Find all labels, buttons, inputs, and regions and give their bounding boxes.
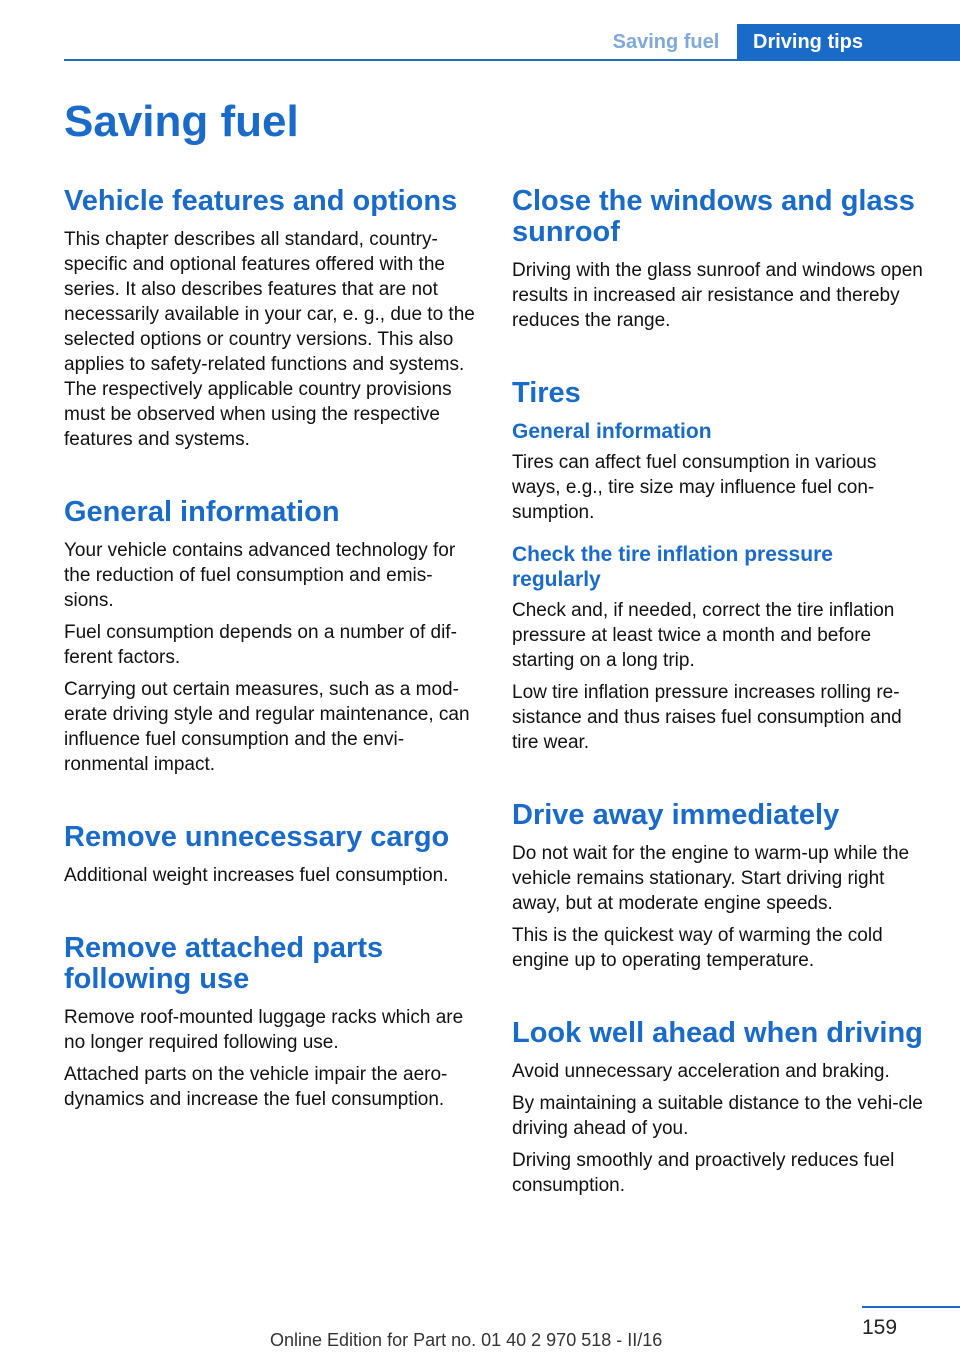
paragraph: This is the quickest way of warming the cold engine up to operating temperature.: [512, 925, 883, 971]
section-heading: Close the windows and glass sunroof: [512, 185, 915, 248]
paragraph: Avoid unnecessary acceleration and braking.: [512, 1061, 890, 1082]
section-heading: Drive away immediately: [512, 799, 840, 831]
paragraph: Attached parts on the vehicle impair the aero‐dynamics and increase the fuel consumption.: [64, 1064, 448, 1110]
section-heading: Tires: [512, 377, 581, 409]
section-close-windows: [512, 186, 926, 333]
section-heading: Look well ahead when driving: [512, 1017, 923, 1049]
paragraph: Driving smoothly and proactively reduces fuel consumption.: [512, 1150, 895, 1196]
section-remove-attached-parts: [64, 933, 478, 1112]
page-number: 159: [862, 1316, 898, 1339]
section-heading: Vehicle features and options: [64, 185, 458, 217]
paragraph: Fuel consumption depends on a number of dif‐ferent factors.: [64, 622, 457, 668]
paragraph: Do not wait for the engine to warm-up while the vehicle remains stationary. Start driving right away, but at moderate engine speeds.: [512, 843, 910, 914]
paragraph: This chapter describes all standard, country-specific and optional features offered with the series. It also describes features that are not necessarily available in your car, e. g., due to the selected options or country versions. This also applies to safety-related functions and systems. The respectively applicable country provisions must be observed when using the respective features and systems.: [64, 229, 475, 450]
section-tires: [512, 378, 926, 755]
section-heading: Remove unnecessary cargo: [64, 821, 450, 853]
section-remove-cargo: [64, 822, 478, 888]
footer-rule: [862, 1306, 960, 1308]
section-look-ahead: [512, 1018, 926, 1198]
section-drive-away: [512, 800, 926, 973]
paragraph: Carrying out certain measures, such as a mod‐erate driving style and regular maintenance, can influence fuel consumption and the envi‐ronmental impact.: [64, 679, 470, 775]
paragraph: Driving with the glass sunroof and windows open results in increased air resistance and thereby reduces the range.: [512, 260, 923, 331]
paragraph: Your vehicle contains advanced technology for the reduction of fuel consumption and emis‐sions.: [64, 540, 456, 611]
section-heading: General information: [64, 496, 340, 528]
section-vehicle-features: [64, 186, 478, 452]
page-title: Saving fuel: [64, 97, 299, 146]
header-chapter-tab: Driving tips: [737, 24, 960, 60]
header-section-label: Saving fuel: [612, 31, 720, 53]
paragraph: Remove roof-mounted luggage racks which are no longer required following use.: [64, 1007, 464, 1053]
paragraph: Tires can affect fuel consumption in various ways, e.g., tire size may influence fuel con‐sumption.: [512, 452, 877, 523]
section-general-information: [64, 497, 478, 777]
subsection-heading: General information: [512, 420, 712, 443]
paragraph: By maintaining a suitable distance to the vehi‐cle driving ahead of you.: [512, 1093, 923, 1139]
paragraph: Check and, if needed, correct the tire inflation pressure at least twice a month and before starting on a long trip.: [512, 600, 895, 671]
paragraph: Additional weight increases fuel consumption.: [64, 865, 449, 886]
subsection-heading: Check the tire inflation pressure regularly: [512, 543, 833, 591]
footer-edition: Online Edition for Part no. 01 40 2 970 518 - II/16: [270, 1330, 663, 1350]
section-heading: Remove attached parts following use: [64, 932, 384, 995]
left-column: [64, 186, 478, 1119]
paragraph: Low tire inflation pressure increases rolling re‐sistance and thus raises fuel consumption and tire wear.: [512, 682, 902, 753]
right-column: [512, 186, 926, 1205]
